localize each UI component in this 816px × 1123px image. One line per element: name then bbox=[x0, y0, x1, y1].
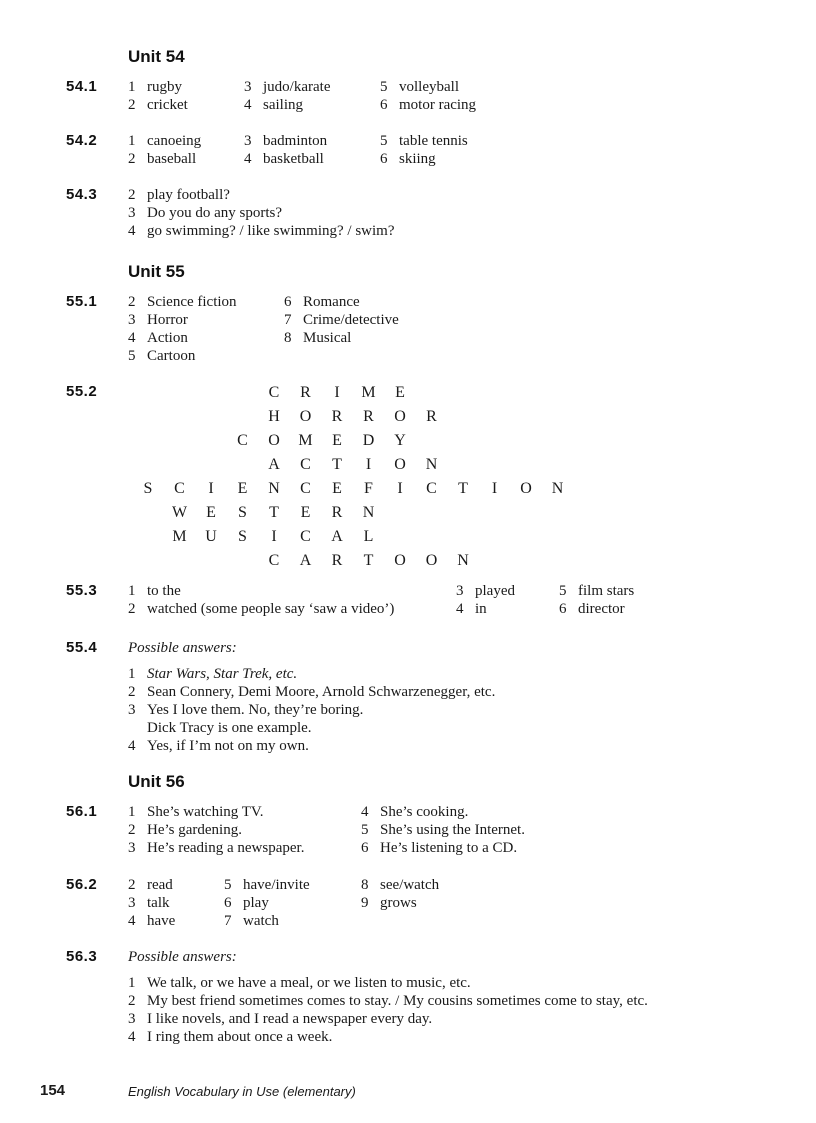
answer-line: 3 He’s reading a newspaper. bbox=[128, 840, 305, 856]
answer-line: 6 Romance bbox=[284, 294, 360, 310]
crossword-letter: O bbox=[299, 408, 312, 425]
answer-column bbox=[361, 803, 525, 857]
answer-line: 1 She’s watching TV. bbox=[128, 804, 264, 820]
answer-line: 1 rugby bbox=[128, 79, 182, 95]
answer-line: 3 I like novels, and I read a newspaper every day. bbox=[128, 1011, 433, 1027]
exercise-label: 54.3 bbox=[66, 186, 98, 203]
answers-heading: Possible answers: bbox=[128, 949, 237, 965]
answer-line: 2 Science fiction bbox=[128, 294, 237, 310]
answer-line: 2 cricket bbox=[128, 97, 188, 113]
crossword-letter: S bbox=[238, 528, 247, 545]
answer-line: 1 canoeing bbox=[128, 133, 202, 149]
crossword-letter: C bbox=[174, 480, 185, 497]
crossword-letter: R bbox=[331, 552, 343, 569]
crossword-letter: M bbox=[298, 432, 313, 449]
crossword-letter: R bbox=[331, 408, 343, 425]
answer-line: 6 director bbox=[559, 601, 625, 617]
crossword-letter: M bbox=[361, 384, 376, 401]
crossword-letter: T bbox=[332, 456, 342, 473]
answer-column bbox=[244, 78, 330, 114]
crossword-letter: I bbox=[365, 456, 372, 473]
crossword-letter: O bbox=[268, 432, 280, 449]
answer-line: 2 Sean Connery, Demi Moore, Arnold Schwarzenegger, etc. bbox=[128, 684, 496, 700]
answer-line: 1 to the bbox=[128, 583, 181, 599]
crossword-letter: T bbox=[363, 552, 374, 569]
answer-line: 1 Star Wars, Star Trek, etc. bbox=[128, 666, 298, 682]
answer-line: 6 play bbox=[224, 895, 269, 911]
crossword-letter: O bbox=[394, 552, 406, 569]
answer-column bbox=[128, 293, 237, 365]
crossword-letter: E bbox=[332, 480, 342, 497]
answer-column bbox=[224, 876, 310, 930]
answer-line: 4 in bbox=[456, 601, 487, 617]
crossword-letter: E bbox=[206, 504, 216, 521]
crossword-letter: L bbox=[363, 528, 374, 545]
answer-line: 4 have bbox=[128, 913, 176, 929]
answer-line: 4 I ring them about once a week. bbox=[128, 1029, 333, 1045]
answer-line: 2 My best friend sometimes comes to stay. / My cousins sometimes come to stay, etc. bbox=[128, 993, 648, 1009]
exercise-label: 55.3 bbox=[66, 582, 98, 599]
crossword-letter: Y bbox=[394, 432, 406, 449]
page-number: 154 bbox=[40, 1082, 66, 1099]
answer-line: 7 watch bbox=[224, 913, 279, 929]
exercise-label: 55.1 bbox=[66, 293, 98, 310]
exercise-label: 56.1 bbox=[66, 803, 98, 820]
answer-line: 6 motor racing bbox=[380, 97, 477, 113]
answer-line: 5 She’s using the Internet. bbox=[361, 822, 525, 838]
crossword-letter: C bbox=[300, 480, 311, 497]
answer-column bbox=[380, 132, 468, 168]
crossword-letter: I bbox=[397, 480, 403, 497]
answer-column bbox=[128, 78, 188, 114]
book-title: English Vocabulary in Use (elementary) bbox=[128, 1084, 356, 1099]
answer-line: 4 go swimming? / like swimming? / swim? bbox=[128, 223, 395, 239]
crossword-letter: N bbox=[551, 480, 564, 497]
crossword-letter: N bbox=[425, 456, 438, 473]
crossword-letter: C bbox=[300, 528, 311, 545]
crossword-letter: C bbox=[426, 480, 437, 497]
answer-line: 4 basketball bbox=[244, 151, 324, 167]
exercise-label: 56.2 bbox=[66, 876, 98, 893]
crossword-letter: D bbox=[362, 432, 375, 449]
answer-line: 2 read bbox=[128, 877, 173, 893]
crossword-letter: O bbox=[394, 456, 406, 473]
answer-column bbox=[128, 582, 394, 618]
crossword-letter: A bbox=[299, 552, 312, 569]
answer-line: 3 Do you do any sports? bbox=[128, 205, 282, 221]
answer-line: 3 judo/karate bbox=[244, 79, 331, 95]
answer-line: 8 Musical bbox=[284, 330, 352, 346]
crossword-letter: A bbox=[268, 456, 280, 473]
crossword-letter: C bbox=[268, 552, 280, 569]
crossword-letter: W bbox=[171, 504, 188, 521]
crossword-letter: E bbox=[300, 504, 311, 521]
crossword-letter: A bbox=[331, 528, 343, 545]
exercise-label: 54.2 bbox=[66, 132, 98, 149]
answer-line: 4 sailing bbox=[244, 97, 303, 113]
answer-line: 1 We talk, or we have a meal, or we listen to music, etc. bbox=[128, 975, 471, 991]
crossword-letter: M bbox=[172, 528, 187, 545]
crossword-letter: O bbox=[425, 552, 438, 569]
answer-line: 8 see/watch bbox=[361, 877, 440, 893]
crossword-letter: R bbox=[426, 408, 437, 425]
crossword-letter: C bbox=[300, 456, 311, 473]
crossword-letter: N bbox=[362, 504, 375, 521]
answer-line: 2 He’s gardening. bbox=[128, 822, 242, 838]
answer-list bbox=[128, 186, 395, 240]
crossword-letter: R bbox=[300, 384, 311, 401]
answer-list bbox=[128, 639, 495, 755]
answer-column bbox=[284, 293, 399, 347]
answer-line: 4 She’s cooking. bbox=[361, 804, 469, 820]
crossword-letter: S bbox=[238, 504, 247, 521]
crossword-letter: I bbox=[334, 384, 340, 401]
exercise-label: 56.3 bbox=[66, 948, 98, 965]
answer-line: 7 Crime/detective bbox=[284, 312, 399, 328]
answer-column bbox=[128, 803, 304, 857]
exercise-label: 54.1 bbox=[66, 78, 98, 95]
answer-line: 5 have/invite bbox=[224, 877, 310, 893]
crossword-letter: O bbox=[394, 408, 406, 425]
crossword-letter: H bbox=[268, 408, 280, 425]
crossword-letter: C bbox=[237, 432, 248, 449]
answer-column bbox=[244, 132, 327, 168]
crossword-letter: T bbox=[458, 480, 468, 497]
answer-line: Dick Tracy is one example. bbox=[147, 720, 312, 736]
answer-column bbox=[361, 876, 439, 912]
answer-column bbox=[128, 132, 201, 168]
crossword-letter: C bbox=[268, 384, 280, 401]
crossword-letter: O bbox=[520, 480, 532, 497]
answer-line: 2 baseball bbox=[128, 151, 197, 167]
crossword-letter: E bbox=[395, 384, 405, 401]
answer-line: 2 play football? bbox=[128, 187, 230, 203]
answer-line: 3 Yes I love them. No, they’re boring. bbox=[128, 702, 364, 718]
crossword-letter: U bbox=[205, 528, 217, 545]
answer-column bbox=[380, 78, 476, 114]
crossword-letter: R bbox=[331, 504, 343, 521]
answer-line: 5 volleyball bbox=[380, 79, 459, 95]
answer-line: 4 Action bbox=[128, 330, 188, 346]
answer-line: 5 table tennis bbox=[380, 133, 468, 149]
answer-list bbox=[128, 948, 648, 1046]
answer-line: 3 Horror bbox=[128, 312, 188, 328]
answer-line: 2 watched (some people say ‘saw a video’) bbox=[128, 601, 395, 617]
crossword-letter: R bbox=[363, 408, 374, 425]
crossword-letter: T bbox=[269, 504, 279, 521]
crossword-letter: N bbox=[457, 552, 469, 569]
answer-line: 6 He’s listening to a CD. bbox=[361, 840, 518, 856]
exercise-label: 55.4 bbox=[66, 639, 98, 656]
answer-column bbox=[128, 876, 175, 930]
unit-heading: Unit 54 bbox=[128, 47, 185, 66]
crossword-letter: E bbox=[332, 432, 342, 449]
answers-heading: Possible answers: bbox=[128, 640, 237, 656]
crossword-letter: N bbox=[268, 480, 280, 497]
answer-line: 3 badminton bbox=[244, 133, 328, 149]
answer-line: 5 Cartoon bbox=[128, 348, 196, 364]
answer-line: 5 film stars bbox=[559, 583, 635, 599]
answer-line: 3 talk bbox=[128, 895, 170, 911]
unit-heading: Unit 56 bbox=[128, 772, 185, 791]
answer-column bbox=[559, 582, 634, 618]
crossword-letter: I bbox=[491, 480, 498, 497]
crossword-letter: E bbox=[237, 480, 248, 497]
exercise-label: 55.2 bbox=[66, 383, 98, 400]
answer-column bbox=[456, 582, 515, 618]
crossword-letter: S bbox=[143, 480, 153, 497]
crossword-letter: I bbox=[271, 528, 277, 545]
answer-line: 3 played bbox=[456, 583, 515, 599]
answer-line: 6 skiing bbox=[380, 151, 436, 167]
crossword-letter: F bbox=[364, 480, 373, 497]
answer-line: 9 grows bbox=[361, 895, 417, 911]
answer-line: 4 Yes, if I’m not on my own. bbox=[128, 738, 309, 754]
unit-heading: Unit 55 bbox=[128, 262, 185, 281]
crossword-letter: I bbox=[208, 480, 214, 497]
